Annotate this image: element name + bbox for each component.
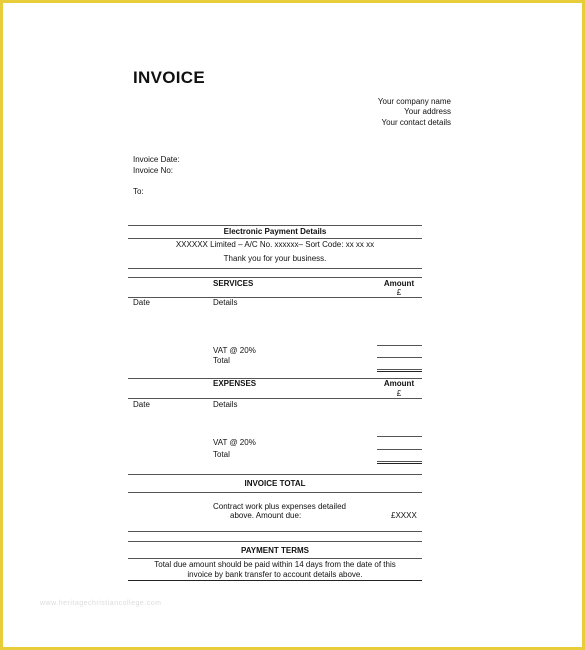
services-heading: SERVICES xyxy=(213,279,254,288)
company-address: Your address xyxy=(404,107,451,117)
invoice-total-line2: above. Amount due: xyxy=(230,511,302,520)
expenses-currency: £ xyxy=(396,389,402,398)
rule xyxy=(128,541,422,542)
expenses-total: Total xyxy=(213,450,230,459)
rule xyxy=(128,474,422,475)
amount-line xyxy=(377,369,422,370)
expenses-date-column: Date xyxy=(133,400,150,409)
thank-you-note: Thank you for your business. xyxy=(223,254,327,263)
company-contact: Your contact details xyxy=(381,117,451,127)
account-details: XXXXXX Limited – A/C No. xxxxxx– Sort Code: xx xx xx xyxy=(175,240,375,249)
rule xyxy=(128,580,422,581)
rule xyxy=(128,558,422,559)
services-total: Total xyxy=(213,356,230,365)
invoice-total-line1: Contract work plus expenses detailed xyxy=(213,502,346,511)
watermark: www.heritagechristiancollege.com xyxy=(40,600,162,607)
services-details-column: Details xyxy=(213,298,238,307)
rule xyxy=(128,297,422,298)
amount-line xyxy=(377,436,422,437)
amount-line xyxy=(377,461,422,462)
amount-due-value: £XXXX xyxy=(391,511,417,520)
services-amount-label: Amount xyxy=(383,279,415,288)
rule xyxy=(128,398,422,399)
amount-line xyxy=(377,449,422,450)
services-vat: VAT @ 20% xyxy=(213,346,256,355)
expenses-details-column: Details xyxy=(213,400,238,409)
to-label: To: xyxy=(133,187,144,196)
company-block xyxy=(378,97,451,128)
rule xyxy=(128,238,422,239)
amount-line xyxy=(377,463,422,464)
amount-line xyxy=(377,371,422,372)
rule xyxy=(128,531,422,532)
expenses-heading: EXPENSES xyxy=(213,379,257,388)
rule xyxy=(128,268,422,269)
rule xyxy=(128,225,422,226)
invoice-number-label: Invoice No: xyxy=(133,166,174,175)
services-currency: £ xyxy=(396,288,402,297)
payment-details-heading: Electronic Payment Details xyxy=(223,227,327,236)
expenses-amount-label: Amount xyxy=(383,379,415,388)
payment-terms-heading: PAYMENT TERMS xyxy=(240,546,309,555)
company-name: Your company name xyxy=(377,97,451,106)
invoice-date-label: Invoice Date: xyxy=(133,155,180,164)
amount-line xyxy=(377,357,422,358)
payment-terms-line1: Total due amount should be paid within 14 days from the date of this xyxy=(154,560,396,569)
payment-terms-line2: invoice by bank transfer to account details above. xyxy=(187,570,363,579)
rule xyxy=(128,277,422,278)
services-date-column: Date xyxy=(133,298,150,307)
invoice-title: INVOICE xyxy=(133,68,206,87)
expenses-vat: VAT @ 20% xyxy=(213,438,256,447)
rule xyxy=(128,492,422,493)
invoice-total-heading: INVOICE TOTAL xyxy=(244,479,306,488)
amount-line xyxy=(377,345,422,346)
